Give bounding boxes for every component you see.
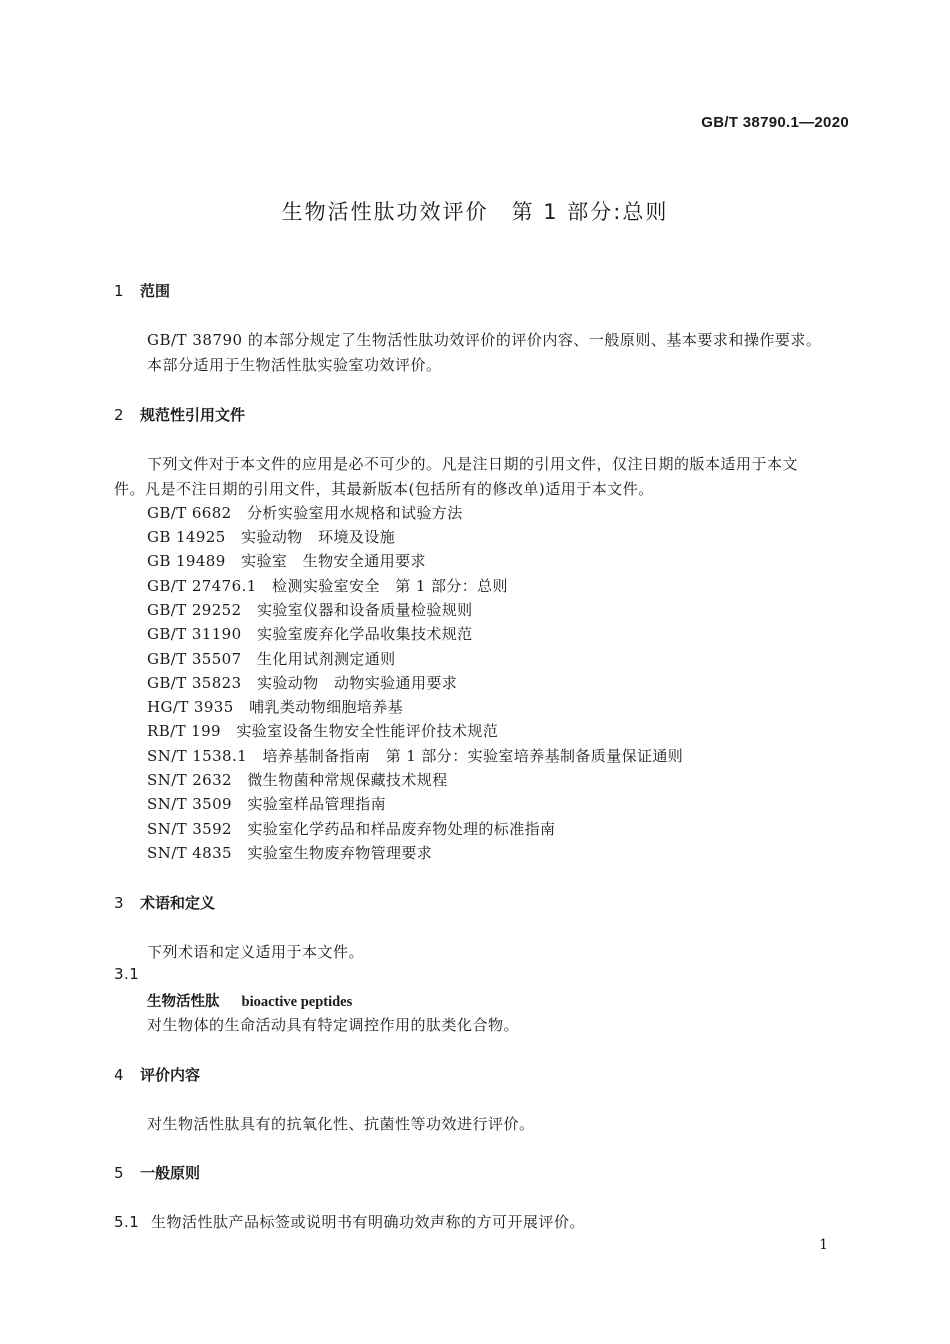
reference-item: GB/T 29252 实验室仪器和设备质量检验规则: [147, 601, 473, 619]
evaluation-content-paragraph: 对生物活性肽具有的抗氧化性、抗菌性等功效进行评价。: [147, 1115, 535, 1133]
reference-item: HG/T 3935 哺乳类动物细胞培养基: [147, 698, 404, 716]
section-title: 评价内容: [140, 1066, 201, 1084]
reference-item: GB/T 35507 生化用试剂测定通则: [147, 650, 396, 668]
scope-paragraph-1: GB/T 38790 的本部分规定了生物活性肽功效评价的评价内容、一般原则、基本要求和操作要求。: [147, 331, 822, 349]
reference-item: SN/T 2632 微生物菌种常规保藏技术规程: [147, 771, 448, 789]
reference-item: GB/T 31190 实验室废弃化学品收集技术规范: [147, 625, 473, 643]
clause-text: 生物活性肽产品标签或说明书有明确功效声称的方可开展评价。: [151, 1213, 586, 1231]
section-3-heading: [114, 892, 215, 913]
section-1-heading: [114, 280, 170, 301]
section-number: 2: [114, 406, 124, 424]
reference-item: SN/T 3592 实验室化学药品和样品废弃物处理的标准指南: [147, 820, 556, 838]
standard-code: GB/T 38790.1—2020: [701, 114, 849, 131]
reference-item: GB 14925 实验动物 环境及设施: [147, 528, 396, 546]
section-number: 5: [114, 1164, 124, 1182]
document-title: 生物活性肽功效评价 第 1 部分:总则: [281, 200, 669, 224]
reference-item: RB/T 199 实验室设备生物安全性能评价技术规范: [147, 722, 499, 740]
refs-intro-line-1: 下列文件对于本文件的应用是必不可少的。凡是注日期的引用文件，仅注日期的版本适用于本文: [147, 455, 799, 473]
section-4-heading: [114, 1064, 200, 1085]
scope-paragraph-2: 本部分适用于生物活性肽实验室功效评价。: [147, 356, 442, 374]
section-number: 3: [114, 894, 124, 912]
reference-item: GB/T 27476.1 检测实验室安全 第 1 部分：总则: [147, 577, 508, 595]
page-number: 1: [819, 1237, 828, 1253]
term-name-en: bioactive peptides: [241, 994, 353, 1010]
term-definition: 对生物体的生命活动具有特定调控作用的肽类化合物。: [147, 1016, 520, 1034]
term-number: 3.1: [114, 965, 140, 983]
term-name-zh: 生物活性肽: [147, 994, 220, 1010]
reference-item: GB/T 35823 实验动物 动物实验通用要求: [147, 674, 458, 692]
section-number: 1: [114, 282, 124, 300]
section-title: 一般原则: [140, 1164, 201, 1182]
terms-intro: 下列术语和定义适用于本文件。: [147, 943, 365, 961]
section-title: 范围: [140, 282, 171, 300]
clause-5-1: [114, 1211, 585, 1232]
section-title: 规范性引用文件: [140, 406, 246, 424]
section-title: 术语和定义: [140, 894, 216, 912]
reference-item: GB/T 6682 分析实验室用水规格和试验方法: [147, 504, 463, 522]
reference-item: SN/T 1538.1 培养基制备指南 第 1 部分：实验室培养基制备质量保证通则: [147, 747, 684, 765]
refs-intro-line-2: 件。凡是不注日期的引用文件，其最新版本(包括所有的修改单)适用于本文件。: [114, 480, 654, 498]
section-2-heading: [114, 404, 245, 425]
section-5-heading: [114, 1162, 200, 1183]
term-entry: [147, 990, 352, 1011]
section-number: 4: [114, 1066, 124, 1084]
clause-number: 5.1: [114, 1213, 140, 1231]
reference-item: SN/T 4835 实验室生物废弃物管理要求: [147, 844, 433, 862]
reference-item: GB 19489 实验室 生物安全通用要求: [147, 552, 426, 570]
reference-item: SN/T 3509 实验室样品管理指南: [147, 795, 387, 813]
